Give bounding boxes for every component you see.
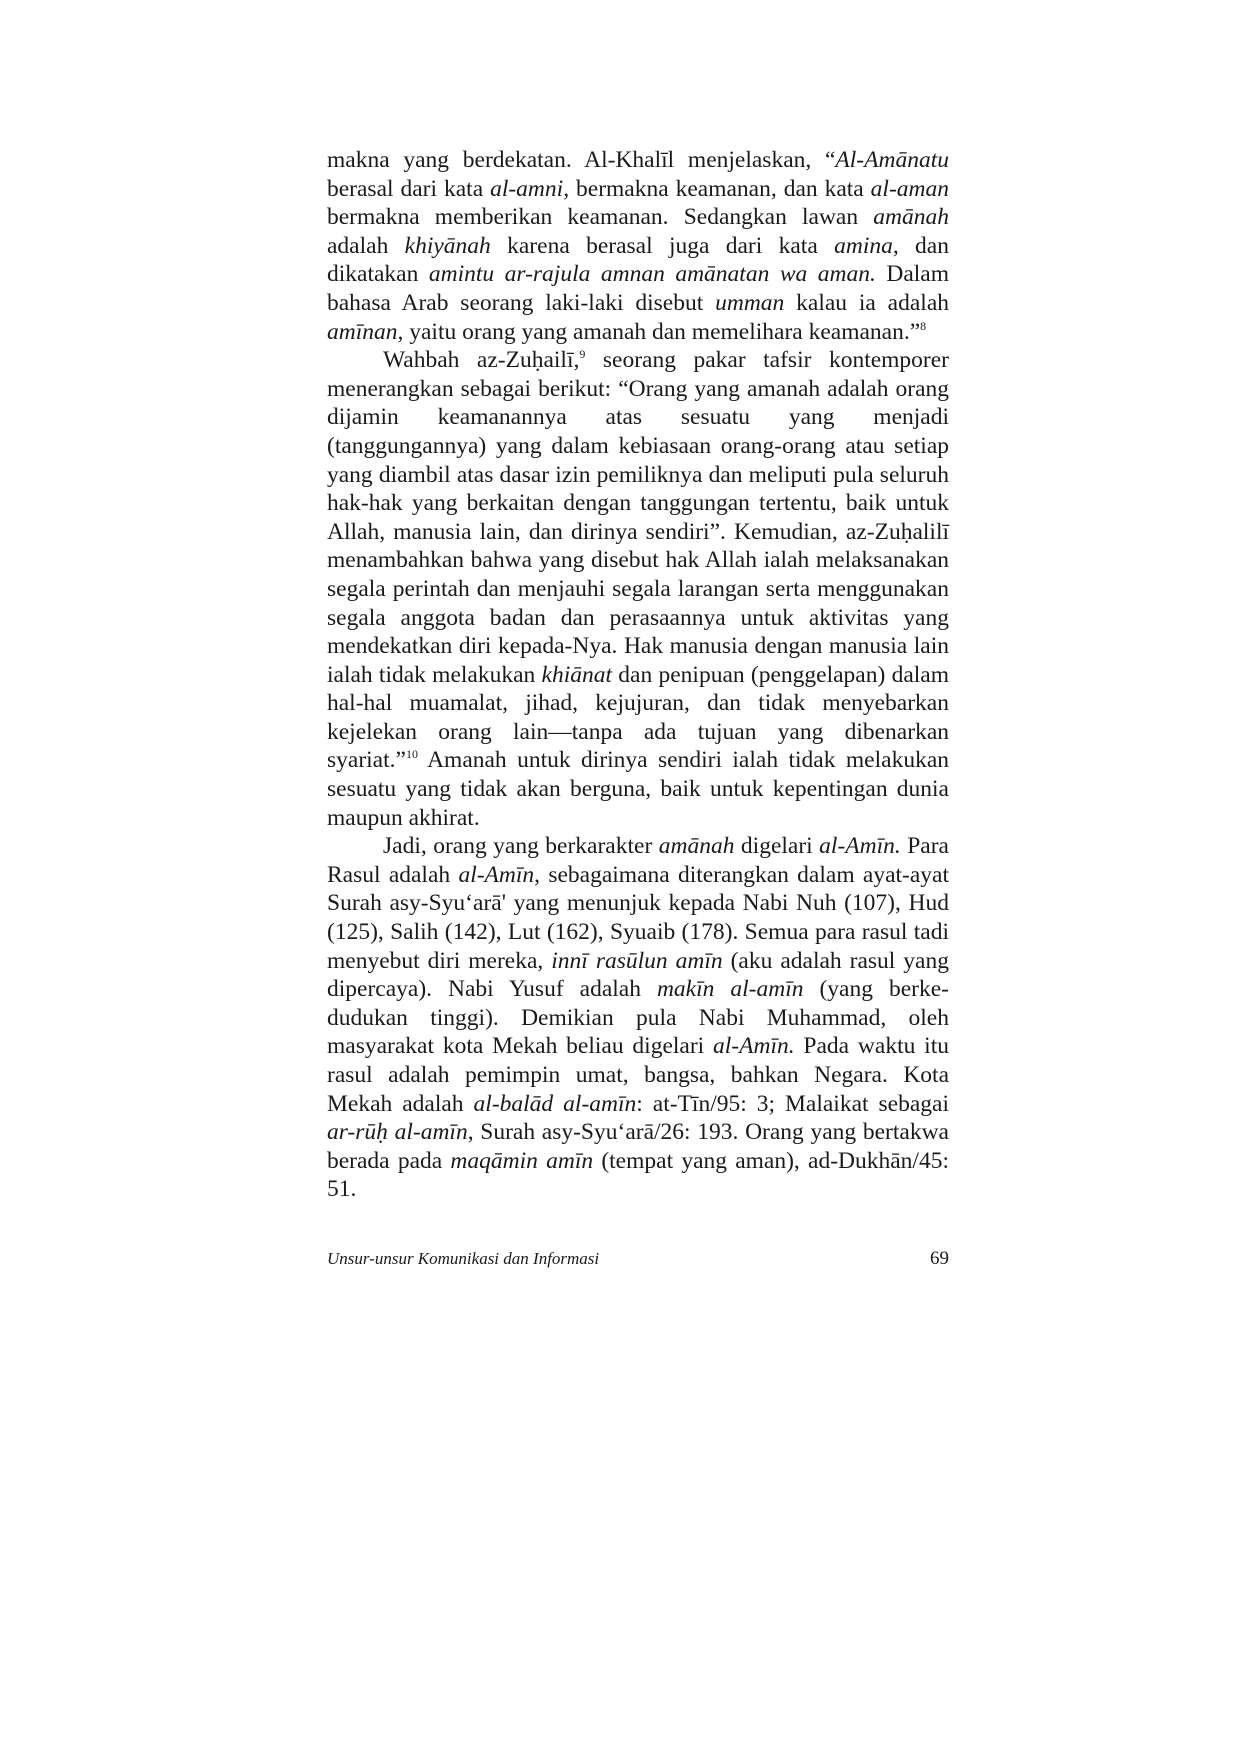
text-run: , Surah asy-Syu‘arā/26: 193. Orang yang bertakwa berada pada <box>327 1119 949 1174</box>
footnote-marker: 8 <box>920 318 927 333</box>
italic-term: innī rasūlun amīn <box>551 947 723 974</box>
italic-term: al-Amīn. <box>713 1033 795 1060</box>
italic-term: khiānat <box>541 661 613 688</box>
paragraph-1 <box>327 146 949 346</box>
text-run: Wahbah az-Zuḥailī, <box>383 347 580 374</box>
text-run: makna yang berdekatan. Al-Khalīl menjelaskan, “ <box>327 147 836 173</box>
footnote-marker: 9 <box>579 347 586 362</box>
italic-term: maqāmin amīn <box>450 1147 594 1174</box>
italic-term: umman <box>715 289 785 316</box>
text-run: : at-Tīn/95: 3; Malaikat sebagai <box>636 1090 949 1117</box>
footnote-marker: 10 <box>405 747 418 762</box>
text-run: karena berasal juga dari kata <box>490 232 835 259</box>
text-run: , bermakna keamanan, dan kata <box>563 175 871 202</box>
italic-term: al-aman <box>870 175 949 202</box>
text-run: adalah <box>327 232 405 259</box>
text-run: bermakna memberikan keamanan. Sedangkan lawan <box>327 204 874 231</box>
italic-term: al-Amīn <box>458 861 535 888</box>
text-run: Jadi, orang yang berkarakter <box>383 833 659 860</box>
italic-term: amina, <box>834 232 899 259</box>
page-body <box>327 146 949 1204</box>
italic-term: amānah <box>658 833 735 860</box>
text-run: berasal dari kata <box>327 175 491 202</box>
text-run: seorang pakar tafsir kontemporer menerangkan sebagai berikut: “Orang yang amanah adalah orang dijamin keamanannya atas sesuatu yang menjadi (tanggungannya) yang dalam kebiasaan orang-orang atau setiap yang diambil atas dasar izin pemiliknya dan meliputi pula seluruh hak-hak yang berkaitan dengan tanggungan tertentu, baik untuk Allah, manusia lain, dan dirinya sendiri”. Kemudian, az-Zuḥalilī menambahkan bahwa yang disebut hak Allah ialah melaksanakan segala perintah dan menjauhi segala larangan serta menggunakan segala anggota badan dan perasaannya untuk aktivitas yang mendekatkan diri kepada-Nya. Hak manusia dengan manusia lain ialah tidak melakukan <box>327 347 950 688</box>
paragraph-2 <box>327 346 949 832</box>
italic-term: al-amni <box>490 175 564 202</box>
text-run: dan penipuan (penggelapan) dalam hal-hal muamalat, jihad, kejujuran, dan tidak menyebarkan kejelekan orang lain—tanpa ada tujuan yang dibenarkan syariat.” <box>327 661 949 774</box>
text-run: (tempat yang aman), ad-Dukhān/45: 51. <box>327 1147 949 1203</box>
running-title: Unsur-unsur Komunikasi dan Informasi <box>327 1249 600 1268</box>
text-run: (yang berkedudukan tinggi). Demikian pula Nabi Muhammad, oleh masyarakat kota Mekah beliau digelari <box>327 976 949 1060</box>
italic-term: amānah <box>873 204 949 231</box>
page-footer <box>327 1248 949 1270</box>
text-run: yaitu orang yang amanah dan memelihara keamanan.” <box>403 318 921 345</box>
text-run: Para Rasul adalah <box>327 833 949 888</box>
italic-term: ar-rūḥ al-amīn <box>327 1119 468 1146</box>
text-run: digelari <box>734 833 820 860</box>
text-run: (aku adalah rasul yang dipercaya). Nabi Yusuf adalah <box>327 947 949 1003</box>
italic-term: al-balād al-amīn <box>473 1090 637 1117</box>
text-run: , sebagaimana diterangkan dalam ayat-ayat Surah asy-Syu‘arā' yang menunjuk kepada Nabi Nuh (107), Hud (125), Salih (142), Lut (162), Syuaib (178). Semua para rasul tadi menyebut diri mereka, <box>327 861 949 974</box>
italic-term: makīn al-amīn <box>656 976 804 1003</box>
text-run: dan dikatakan <box>327 232 949 288</box>
paragraph-3 <box>327 832 949 1204</box>
text-run: Dalam bahasa Arab seorang laki-laki disebut <box>327 261 950 316</box>
italic-term: khiyānah <box>404 232 491 259</box>
italic-term: amīnan, <box>327 318 404 345</box>
italic-term: amintu ar-rajula amnan amānatan wa aman. <box>428 261 876 288</box>
text-run: kalau ia adalah <box>784 289 950 316</box>
text-run: Amanah untuk dirinya sendiri ialah tidak melakukan sesuatu yang tidak akan berguna, baik untuk kepentingan dunia maupun akhirat. <box>327 747 949 831</box>
page-number: 69 <box>930 1248 949 1269</box>
text-run: Pada waktu itu rasul adalah pemimpin umat, bangsa, bahkan Negara. Kota Mekah adalah <box>327 1033 949 1117</box>
italic-term: al-Amīn. <box>819 833 901 860</box>
italic-term: Al-Amānatu <box>835 147 949 173</box>
